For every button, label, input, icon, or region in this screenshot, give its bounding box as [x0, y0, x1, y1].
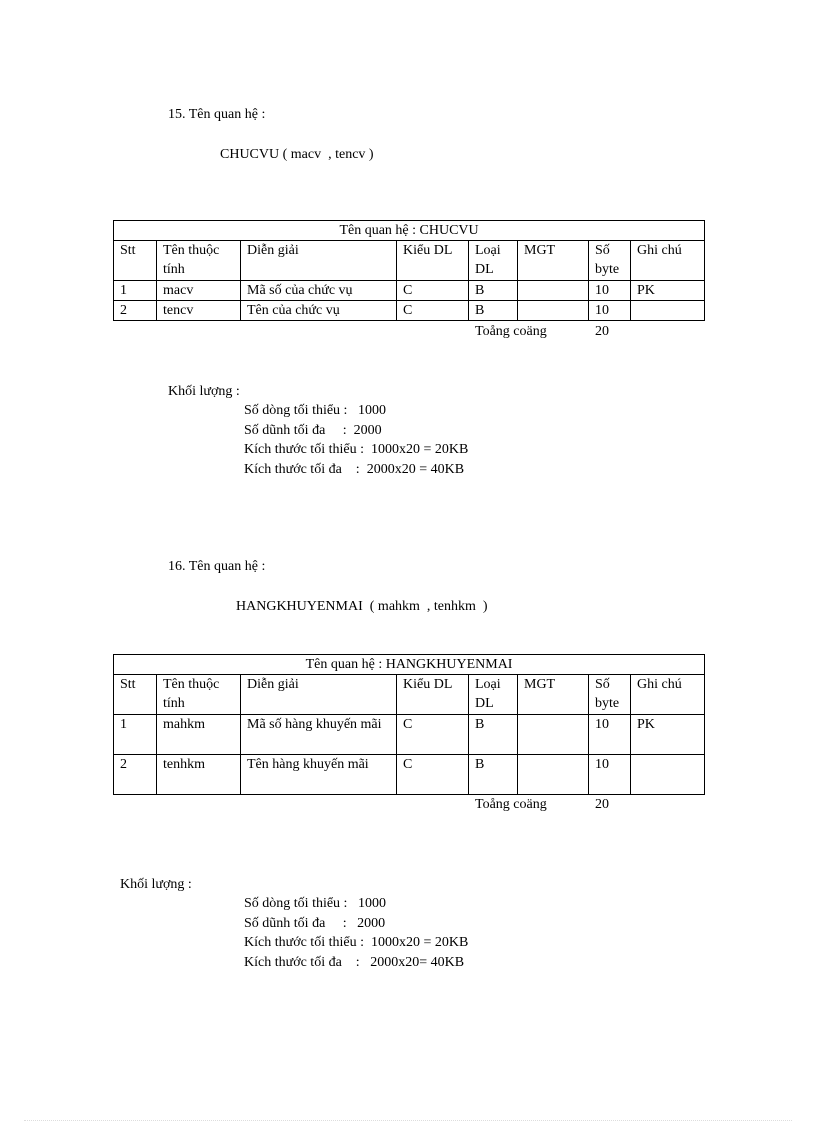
- total-value: 20: [595, 797, 609, 812]
- volume-line: Kích thước tối đa : 2000x20= 40KB: [244, 954, 465, 970]
- volume-line: Kích thước tối đa : 2000x20 = 40KB: [244, 461, 465, 477]
- table-cell: mahkm: [157, 715, 241, 755]
- page-bottom-rule: [24, 1120, 792, 1121]
- table-cell: Mã số của chức vụ: [241, 281, 397, 301]
- table-cell: C: [397, 301, 469, 321]
- column-header: Tên thuộc tính: [157, 241, 241, 281]
- table-row: [114, 755, 705, 795]
- table-cell: B: [469, 755, 518, 795]
- table-cell: macv: [157, 281, 241, 301]
- table-cell: 10: [589, 755, 631, 795]
- table-row: [114, 301, 705, 321]
- volume-line: Kích thước tối thiểu : 1000x20 = 20KB: [244, 442, 469, 457]
- relation-schema: CHUCVU ( macv , tencv ): [220, 147, 374, 162]
- section-heading: 16. Tên quan hệ :: [168, 559, 266, 574]
- table-cell: 1: [114, 281, 157, 301]
- table-cell: [518, 301, 589, 321]
- volume-label: Khối lượng :: [168, 384, 240, 399]
- column-header: Diễn giải: [241, 675, 397, 715]
- table-cell: [518, 281, 589, 301]
- table-cell: 2: [114, 755, 157, 795]
- volume-details: [244, 401, 468, 479]
- volume-line: Số dũnh tối đa : 2000: [244, 422, 382, 438]
- table-cell: Tên hàng khuyến mãi: [241, 755, 397, 795]
- table-cell: 2: [114, 301, 157, 321]
- table-cell: Tên của chức vụ: [241, 301, 397, 321]
- total-label: Toång coäng: [475, 797, 547, 812]
- table-cell: tenhkm: [157, 755, 241, 795]
- table-cell: [518, 715, 589, 755]
- column-header: Ghi chú: [631, 675, 705, 715]
- table-cell: [631, 755, 705, 795]
- table-title: Tên quan hệ : HANGKHUYENMAI: [114, 655, 705, 675]
- table-title: Tên quan hệ : CHUCVU: [114, 221, 705, 241]
- table-row: [114, 281, 705, 301]
- volume-details: [244, 894, 468, 972]
- column-header: Tên thuộc tính: [157, 675, 241, 715]
- table-header-row: [114, 241, 705, 281]
- column-header: Loại DL: [469, 241, 518, 281]
- table-cell: C: [397, 715, 469, 755]
- relation-schema: HANGKHUYENMAI ( mahkm , tenhkm ): [236, 599, 488, 614]
- column-header: Stt: [114, 675, 157, 715]
- table-cell: B: [469, 715, 518, 755]
- table-cell: 1: [114, 715, 157, 755]
- column-header: Số byte: [589, 675, 631, 715]
- table-cell: 10: [589, 301, 631, 321]
- table-cell: B: [469, 281, 518, 301]
- table-cell: C: [397, 755, 469, 795]
- column-header: Số byte: [589, 241, 631, 281]
- table-cell: PK: [631, 281, 705, 301]
- table-cell: tencv: [157, 301, 241, 321]
- column-header: Diễn giải: [241, 241, 397, 281]
- volume-line: Kích thước tối thiểu : 1000x20 = 20KB: [244, 935, 469, 950]
- table-cell: C: [397, 281, 469, 301]
- table-row: [114, 715, 705, 755]
- column-header: MGT: [518, 675, 589, 715]
- volume-line: Số dũnh tối đa : 2000: [244, 915, 386, 931]
- table-cell: Mã số hàng khuyến mãi: [241, 715, 397, 755]
- total-value: 20: [595, 324, 609, 339]
- table-cell: B: [469, 301, 518, 321]
- column-header: Kiểu DL: [397, 241, 469, 281]
- relation-table: [113, 654, 705, 795]
- volume-line: Số dòng tối thiểu : 1000: [244, 403, 386, 418]
- section-heading: 15. Tên quan hệ :: [168, 107, 266, 122]
- table-cell: 10: [589, 281, 631, 301]
- column-header: MGT: [518, 241, 589, 281]
- total-label: Toång coäng: [475, 324, 547, 339]
- column-header: Kiểu DL: [397, 675, 469, 715]
- volume-label: Khối lượng :: [120, 877, 192, 892]
- table-header-row: [114, 675, 705, 715]
- column-header: Loại DL: [469, 675, 518, 715]
- relation-table: [113, 220, 705, 321]
- table-cell: [631, 301, 705, 321]
- table-cell: PK: [631, 715, 705, 755]
- table-cell: 10: [589, 715, 631, 755]
- table-cell: [518, 755, 589, 795]
- column-header: Ghi chú: [631, 241, 705, 281]
- volume-line: Số dòng tối thiểu : 1000: [244, 896, 386, 911]
- column-header: Stt: [114, 241, 157, 281]
